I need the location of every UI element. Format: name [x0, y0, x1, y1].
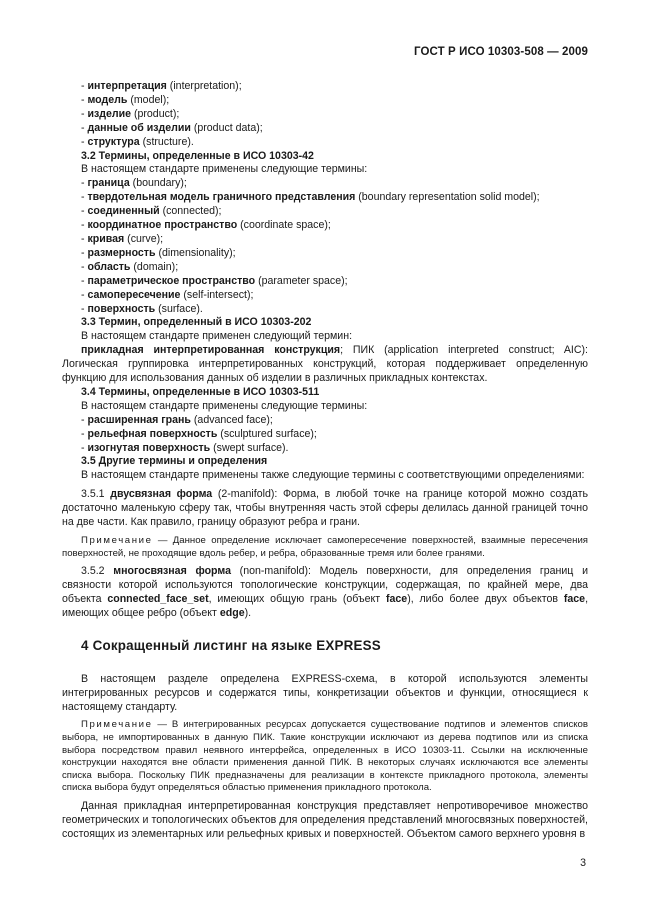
paragraph: В настоящем стандарте применен следующий термин:	[81, 330, 353, 343]
definition-paragraph: 3.5.2 многосвязная форма (non-manifold): Модель поверхности, для определения границ и связности которой используются топологические конструкции, содержащая, по крайней мере, два объекта connected_face_set, имеющих общую грань (объект face), либо более двух объектов face, имеющих общее ребро (объект edge).	[62, 565, 589, 619]
note-paragraph: Примечание — В интегрированных ресурсах допускается существование подтипов и элементов списков выбора, не импортированных в данную ПИК. Такие конструкции исключают из дерева подтипов или из списка выбора посредством правил неявного интерфейса, определенных в ИСО 10303-11. Ссылки на исключенные конструкции находятся вне области применения данной ПИК. В некоторых случаях исключаются все элементы списка выбора. Поскольку ПИК предназначены для реализации в контексте прикладного протокола, элементы списка выбора будут определяться областью применения прикладного протокола.	[62, 719, 588, 794]
list-item: - изделие (product);	[81, 107, 180, 120]
list-item: - твердотельная модель граничного представления (boundary representation solid model);	[81, 191, 540, 204]
term-list-3-2	[62, 177, 588, 316]
list-item: - данные об изделии (product data);	[81, 121, 263, 134]
term-list-3-4	[62, 414, 588, 456]
definition-paragraph: прикладная интерпретированная конструкция; ПИК (application interpreted construct; AIC): Логическая группировка интерпретированных конструкций, которая поддерживает определенную функцию для использования данных об изделии в различных прикладных контекстах.	[62, 344, 588, 385]
list-item: - размерность (dimensionality);	[81, 246, 236, 259]
list-item: - расширенная грань (advanced face);	[81, 413, 273, 426]
section-heading-4: 4 Сокращенный листинг на языке EXPRESS	[81, 637, 381, 653]
list-item: - параметрическое пространство (parameter space);	[81, 274, 348, 287]
subsection-heading-3-5: 3.5 Другие термины и определения	[81, 455, 268, 468]
definition-paragraph: 3.5.1 двусвязная форма (2-manifold): Форма, в любой точке на границе которой можно создать достаточно маленькую сферу так, чтобы внутренняя часть этой сферы делилась данной границей точно на две части. Как правило, границу образуют ребра и грани.	[62, 488, 588, 529]
list-item: - область (domain);	[81, 260, 179, 273]
list-item: - кривая (curve);	[81, 232, 164, 245]
list-item: - интерпретация (interpretation);	[81, 80, 242, 92]
page-header: ГОСТ Р ИСО 10303-508 — 2009	[413, 46, 588, 58]
paragraph: В настоящем стандарте применены следующие термины:	[81, 163, 368, 176]
list-item: - граница (boundary);	[81, 177, 187, 190]
subsection-heading-3-2: 3.2 Термины, определенные в ИСО 10303-42	[81, 149, 314, 162]
list-item: - рельефная поверхность (sculptured surface);	[81, 427, 317, 440]
page-number: 3	[580, 857, 586, 869]
page-content	[62, 80, 588, 842]
list-item: - координатное пространство (coordinate space);	[81, 219, 331, 232]
list-item: - изогнутая поверхность (swept surface).	[81, 441, 289, 454]
note-paragraph: Примечание — Данное определение исключает самопересечение поверхностей, взаимные пересечения поверхностей, не проходящие вдоль ребер, и ребра, образованные тремя или более гранями.	[62, 535, 588, 559]
subsection-heading-3-3: 3.3 Термин, определенный в ИСО 10303-202	[81, 316, 312, 329]
list-item: - модель (model);	[81, 93, 170, 106]
paragraph: В настоящем стандарте применены также следующие термины с соответствующими определениями:	[81, 469, 585, 482]
term-list-a	[62, 80, 588, 150]
paragraph: Данная прикладная интерпретированная конструкция представляет непротиворечивое множество геометрических и топологических объектов для определения представлений многосвязных поверхностей, состоящих из элементарных или рельефных кривых и поверхностей. Объектом самого верхнего уровня в	[62, 800, 588, 840]
list-item: - поверхность (surface).	[81, 302, 203, 315]
list-item: - самопересечение (self-intersect);	[81, 288, 254, 301]
list-item: - структура (structure).	[81, 135, 194, 148]
list-item: - соединенный (connected);	[81, 205, 222, 218]
subsection-heading-3-4: 3.4 Термины, определенные в ИСО 10303-511	[81, 385, 320, 398]
paragraph: В настоящем стандарте применены следующие термины:	[81, 399, 368, 412]
paragraph: В настоящем разделе определена EXPRESS-схема, в которой используются элементы интегрированных ресурсов и содержатся типы, конкретизации объектов и функции, относящиеся к настоящему стандарту.	[62, 672, 588, 713]
